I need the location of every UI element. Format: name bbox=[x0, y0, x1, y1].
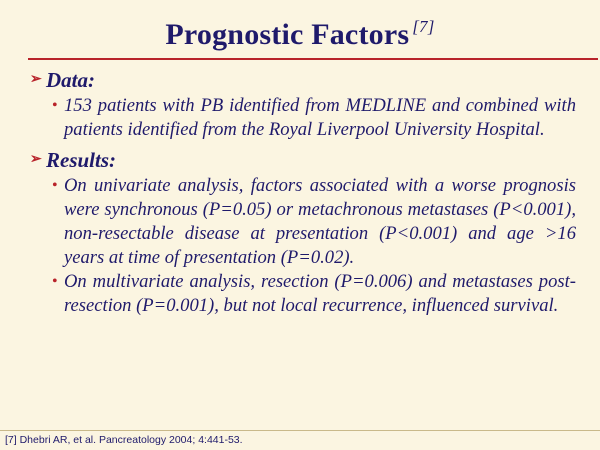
bullet-text: 153 patients with PB identified from MEDLINE and combined with patients identified from the Royal Liverpool University Hospital. bbox=[64, 95, 576, 140]
footnote: [7] Dhebri AR, et al. Pancreatology 2004; 4:441-53. bbox=[5, 434, 243, 446]
arrowhead-icon: ➢ bbox=[30, 152, 42, 167]
section-heading-label: Data: bbox=[46, 68, 95, 92]
slide-content bbox=[30, 66, 576, 318]
bullet-text: On multivariate analysis, resection (P=0.006) and metastases post-resection (P=0.001), but not local recurrence, influenced survival. bbox=[64, 271, 576, 316]
bullet-dot-icon: • bbox=[52, 97, 58, 114]
arrowhead-icon: ➢ bbox=[30, 72, 42, 87]
bullet-item bbox=[52, 94, 576, 142]
footer-divider bbox=[0, 430, 600, 431]
title-reference: [7] bbox=[412, 17, 435, 36]
section-heading-data bbox=[30, 66, 576, 94]
slide-title-text: Prognostic Factors bbox=[165, 18, 410, 51]
bullet-dot-icon: • bbox=[52, 273, 58, 290]
bullet-item bbox=[52, 270, 576, 318]
slide-title bbox=[0, 8, 600, 54]
bullet-dot-icon: • bbox=[52, 177, 58, 194]
section-heading-results bbox=[30, 146, 576, 174]
bullet-text: On univariate analysis, factors associated with a worse prognosis were synchronous (P=0.05) or metachronous metastases (P<0.001), non-resectable disease at presentation (P<0.001) and age >16 years at time of presentation (P=0.02). bbox=[64, 175, 576, 268]
title-divider bbox=[28, 58, 598, 60]
section-heading-label: Results: bbox=[46, 148, 117, 172]
bullet-item bbox=[52, 174, 576, 270]
